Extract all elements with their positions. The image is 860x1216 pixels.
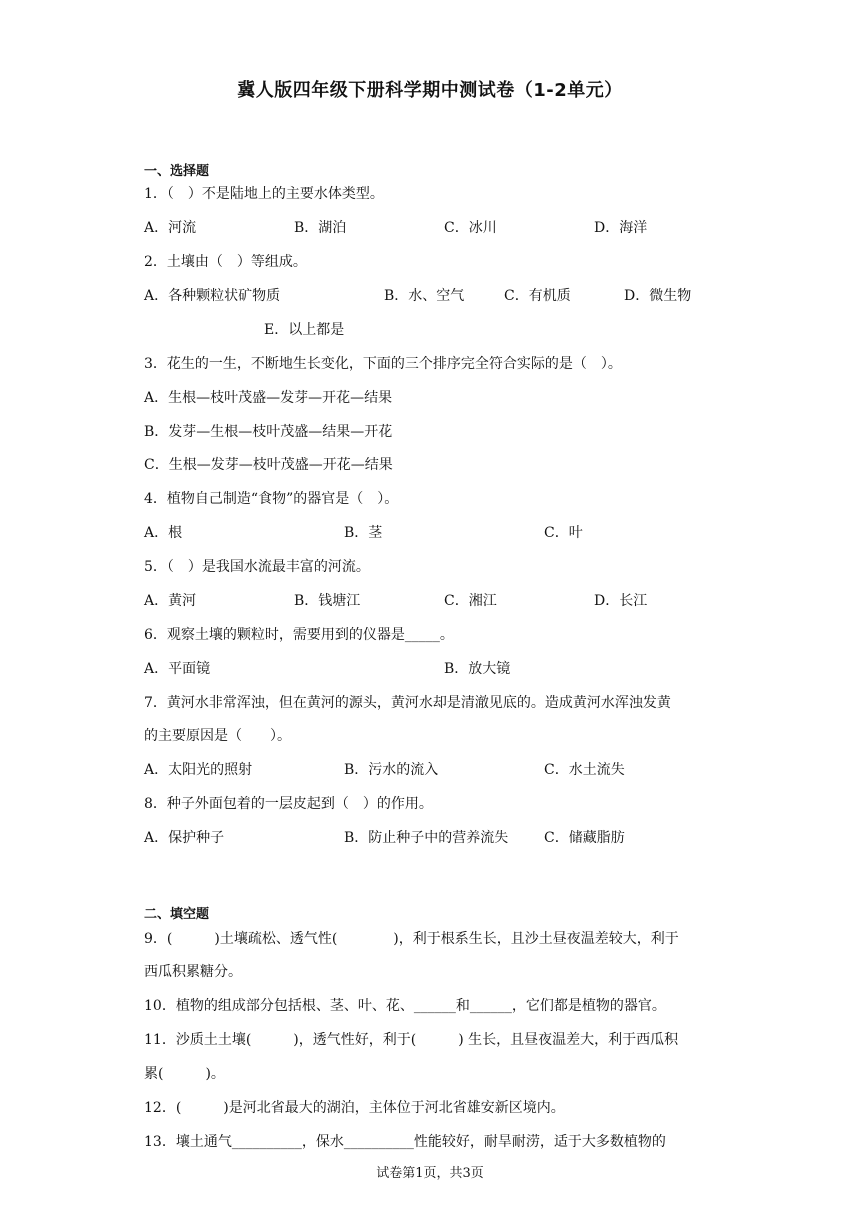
question-7-option-a: A．太阳光的照射 bbox=[144, 762, 253, 778]
question-2-option-d: D．微生物 bbox=[624, 288, 692, 304]
question-11-line-2: 累( )。 bbox=[144, 1066, 225, 1082]
question-7-option-b: B．污水的流入 bbox=[344, 762, 439, 778]
question-3-option-c: C．生根—发芽—枝叶茂盛—开花—结果 bbox=[144, 457, 393, 473]
question-6-option-b: B．放大镜 bbox=[444, 661, 511, 677]
question-9-line-1: 9．( )土壤疏松、透气性( )，利于根系生长，且沙土昼夜温差较大，利于 bbox=[144, 931, 679, 947]
question-1-option-c: C．冰川 bbox=[444, 220, 497, 236]
question-5-option-c: C．湘江 bbox=[444, 593, 497, 609]
question-1-option-b: B．湖泊 bbox=[294, 220, 347, 236]
section-heading-fill: 二、填空题 bbox=[144, 907, 210, 922]
question-6-stem: 6．观察土壤的颗粒时，需要用到的仪器是_____。 bbox=[144, 627, 454, 643]
question-9-line-2: 西瓜积累糖分。 bbox=[144, 964, 242, 980]
question-7-option-c: C．水土流失 bbox=[544, 762, 625, 778]
question-7-stem: 7．黄河水非常浑浊，但在黄河的源头，黄河水却是清澈见底的。造成黄河水浑浊发黄 bbox=[144, 695, 671, 711]
question-2-option-b: B．水、空气 bbox=[384, 288, 465, 304]
question-1-option-d: D．海洋 bbox=[594, 220, 648, 236]
section-heading-choice: 一、选择题 bbox=[144, 164, 210, 179]
question-2-option-e: E．以上都是 bbox=[264, 322, 345, 338]
question-8-stem: 8．种子外面包着的一层皮起到（ ）的作用。 bbox=[144, 796, 433, 812]
page-footer: 试卷第1页，共3页 bbox=[376, 1166, 484, 1181]
question-11-line-1: 11．沙质土土壤( )，透气性好，利于( ) 生长，且昼夜温差大，利于西瓜积 bbox=[144, 1032, 679, 1048]
question-3-option-a: A．生根—枝叶茂盛—发芽—开花—结果 bbox=[144, 390, 393, 406]
question-8-option-a: A．保护种子 bbox=[144, 830, 225, 846]
question-10-line-1: 10．植物的组成部分包括根、茎、叶、花、______和______，它们都是植物的器官。 bbox=[144, 998, 666, 1014]
question-1-stem: 1．（ ）不是陆地上的主要水体类型。 bbox=[144, 186, 384, 202]
question-5-option-d: D．长江 bbox=[594, 593, 648, 609]
question-12-line-1: 12．( )是河北省最大的湖泊，主体位于河北省雄安新区境内。 bbox=[144, 1100, 565, 1116]
question-1-option-a: A．河流 bbox=[144, 220, 197, 236]
question-2-option-a: A．各种颗粒状矿物质 bbox=[144, 288, 281, 304]
question-8-option-b: B．防止种子中的营养流失 bbox=[344, 830, 509, 846]
question-6-option-a: A．平面镜 bbox=[144, 661, 211, 677]
question-5-stem: 5．（ ）是我国水流最丰富的河流。 bbox=[144, 559, 370, 575]
question-4-stem: 4．植物自己制造“食物”的器官是（ ）。 bbox=[144, 491, 399, 507]
question-2-stem: 2．土壤由（ ）等组成。 bbox=[144, 254, 307, 270]
question-13-line-1: 13．壤土通气__________，保水__________性能较好，耐旱耐涝，适于大多数植物的 bbox=[144, 1134, 666, 1150]
question-7-stem-continued: 的主要原因是（ ）。 bbox=[144, 728, 291, 744]
question-4-option-b: B．茎 bbox=[344, 525, 383, 541]
question-4-option-c: C．叶 bbox=[544, 525, 583, 541]
question-2-option-c: C．有机质 bbox=[504, 288, 571, 304]
page-title: 冀人版四年级下册科学期中测试卷（1-2单元） bbox=[237, 80, 623, 101]
question-4-option-a: A．根 bbox=[144, 525, 183, 541]
question-8-option-c: C．储藏脂肪 bbox=[544, 830, 625, 846]
question-5-option-b: B．钱塘江 bbox=[294, 593, 361, 609]
question-5-option-a: A．黄河 bbox=[144, 593, 197, 609]
question-3-stem: 3．花生的一生，不断地生长变化，下面的三个排序完全符合实际的是（ ）。 bbox=[144, 356, 622, 372]
question-3-option-b: B．发芽—生根—枝叶茂盛—结果—开花 bbox=[144, 424, 393, 440]
